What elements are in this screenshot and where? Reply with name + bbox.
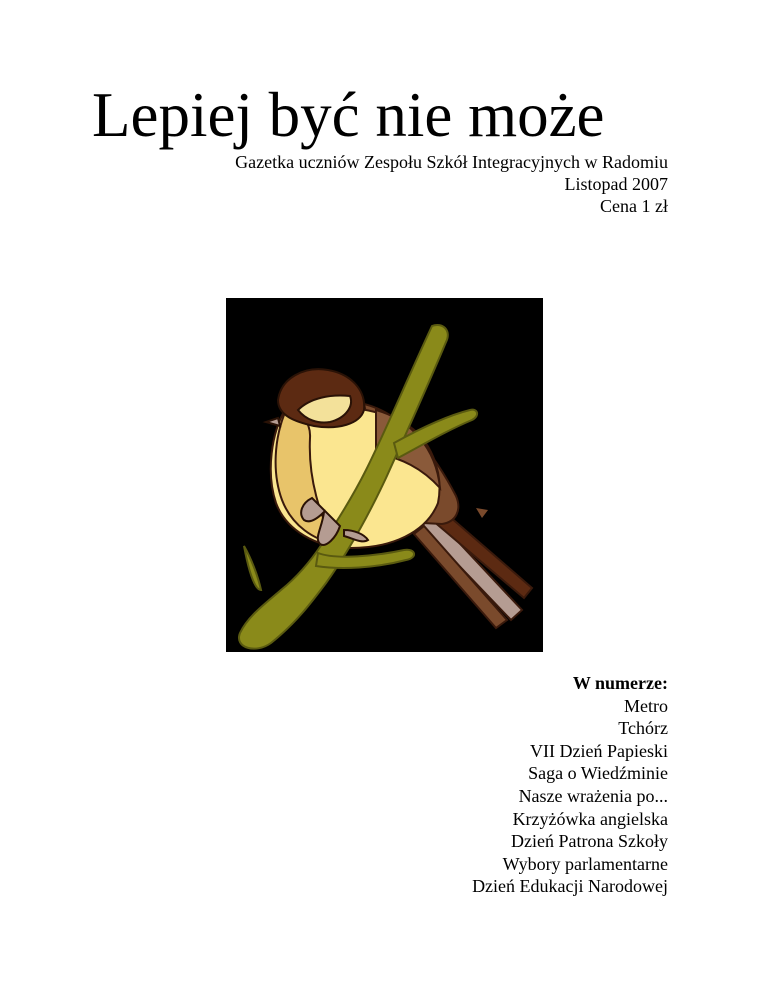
bird-on-branch-illustration <box>226 298 543 652</box>
contents-heading: W numerze: <box>572 673 668 693</box>
contents-item: Krzyżówka angielska <box>512 808 668 829</box>
issue-date: Listopad 2007 <box>564 174 668 194</box>
contents-list <box>472 695 668 898</box>
contents-item: Tchórz <box>618 718 668 739</box>
contents-item: VII Dzień Papieski <box>530 740 668 761</box>
table-of-contents <box>472 672 668 898</box>
magazine-title: Lepiej być nie może <box>92 80 605 150</box>
contents-item: Dzień Edukacji Narodowej <box>472 876 668 897</box>
cover-illustration <box>226 298 543 652</box>
price: Cena 1 zł <box>600 196 668 216</box>
contents-item: Wybory parlamentarne <box>502 853 668 874</box>
contents-item: Saga o Wiedźminie <box>528 763 668 784</box>
contents-item: Dzień Patrona Szkoły <box>511 831 668 852</box>
contents-item: Metro <box>624 695 668 716</box>
contents-item: Nasze wrażenia po... <box>518 785 668 806</box>
masthead-meta <box>235 151 668 217</box>
bird-beak <box>266 418 280 426</box>
subtitle: Gazetka uczniów Zespołu Szkół Integracyjnych w Radomiu <box>235 152 668 172</box>
